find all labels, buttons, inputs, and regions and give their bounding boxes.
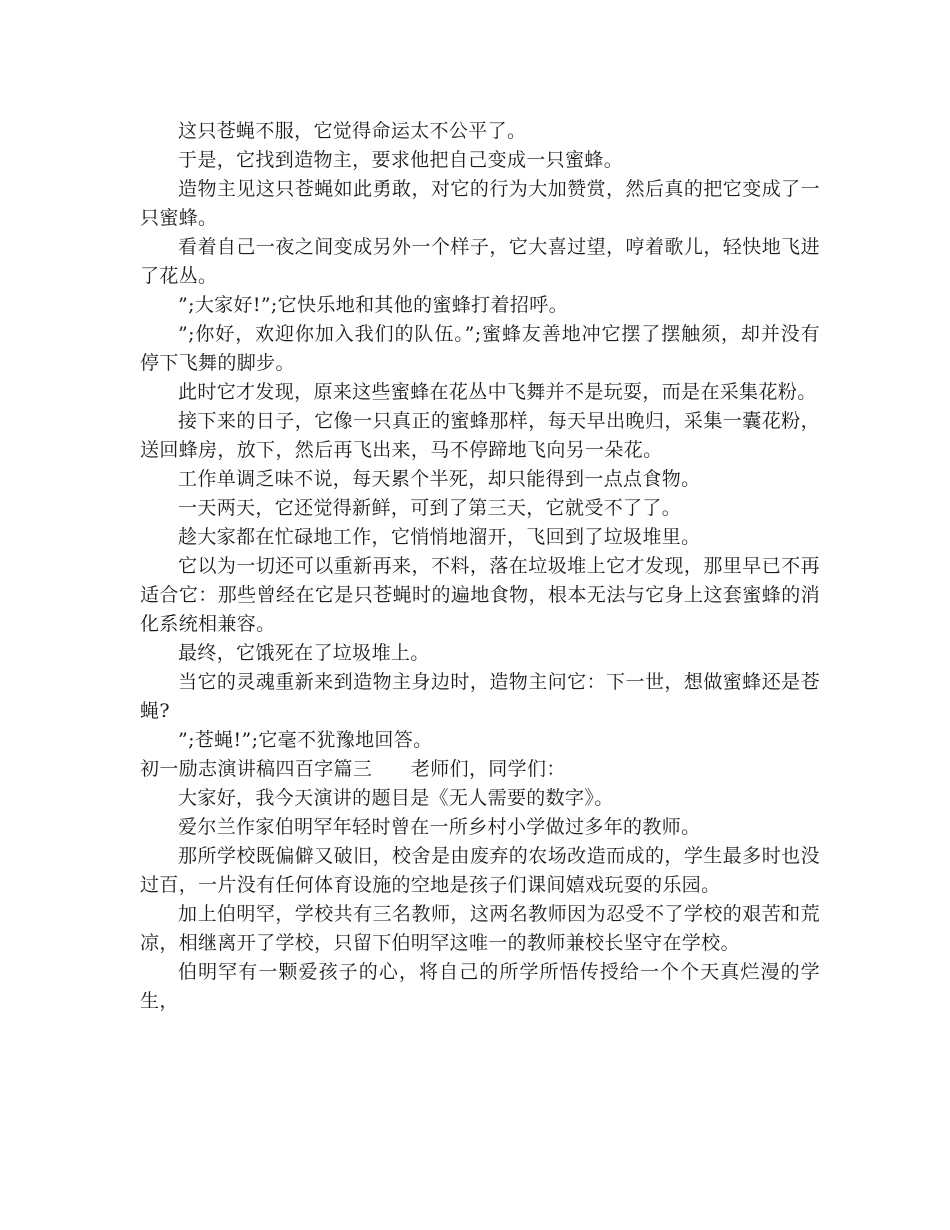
paragraph: 工作单调乏味不说，每天累个半死，却只能得到一点点食物。: [178, 468, 701, 490]
paragraph: 此时它才发现，原来这些蜜蜂在花丛中飞舞并不是玩耍，而是在采集花粉。: [178, 381, 817, 403]
paragraph: 伯明罕有一颗爱孩子的心，将自己的所学所悟传授给一个个天真烂漫的学生，: [140, 961, 820, 1012]
paragraph: 那所学校既偏僻又破旧，校舍是由废弃的农场改造而成的，学生最多时也没过百，一片没有任何体育设施的空地是孩子们课间嬉戏玩耍的乐园。: [140, 845, 820, 896]
paragraph: ”;苍蝇!”;它毫不犹豫地回答。: [178, 729, 433, 751]
paragraph: 大家好，我今天演讲的题目是《无人需要的数字》。: [178, 787, 614, 809]
paragraph: 加上伯明罕，学校共有三名教师，这两名教师因为忍受不了学校的艰苦和荒凉，相继离开了学校，只留下伯明罕这唯一的教师兼校长坚守在学校。: [140, 903, 820, 954]
document-body: [140, 117, 820, 1016]
paragraph: ”;大家好!”;它快乐地和其他的蜜蜂打着招呼。: [178, 294, 568, 316]
paragraph: 它以为一切还可以重新再来，不料，落在垃圾堆上它才发现，那里早已不再适合它：那些曾经在它是只苍蝇时的遍地食物，根本无法与它身上这套蜜蜂的消化系统相兼容。: [140, 555, 820, 635]
section-heading: 初一励志演讲稿四百字篇三 老师们，同学们：: [140, 758, 566, 780]
paragraph: 当它的灵魂重新来到造物主身边时，造物主问它：下一世，想做蜜蜂还是苍蝇?: [140, 671, 820, 722]
paragraph: 最终，它饿死在了垃圾堆上。: [178, 642, 430, 664]
paragraph: 造物主见这只苍蝇如此勇敢，对它的行为大加赞赏，然后真的把它变成了一只蜜蜂。: [140, 178, 820, 229]
paragraph: 于是，它找到造物主，要求他把自己变成一只蜜蜂。: [178, 149, 624, 171]
paragraph: 爱尔兰作家伯明罕年轻时曾在一所乡村小学做过多年的教师。: [178, 816, 701, 838]
paragraph: 趁大家都在忙碌地工作，它悄悄地溜开，飞回到了垃圾堆里。: [178, 526, 701, 548]
paragraph: 这只苍蝇不服，它觉得命运太不公平了。: [178, 120, 527, 142]
paragraph: 一天两天，它还觉得新鲜，可到了第三天，它就受不了了。: [178, 497, 682, 519]
paragraph: 接下来的日子，它像一只真正的蜜蜂那样，每天早出晚归，采集一囊花粉，送回蜂房，放下，然后再飞出来，马不停蹄地飞向另一朵花。: [140, 410, 820, 461]
paragraph: 看着自己一夜之间变成另外一个样子，它大喜过望，哼着歌儿，轻快地飞进了花丛。: [140, 236, 820, 287]
paragraph: ”;你好，欢迎你加入我们的队伍。”;蜜蜂友善地冲它摆了摆触须，却并没有停下飞舞的脚步。: [140, 323, 820, 374]
